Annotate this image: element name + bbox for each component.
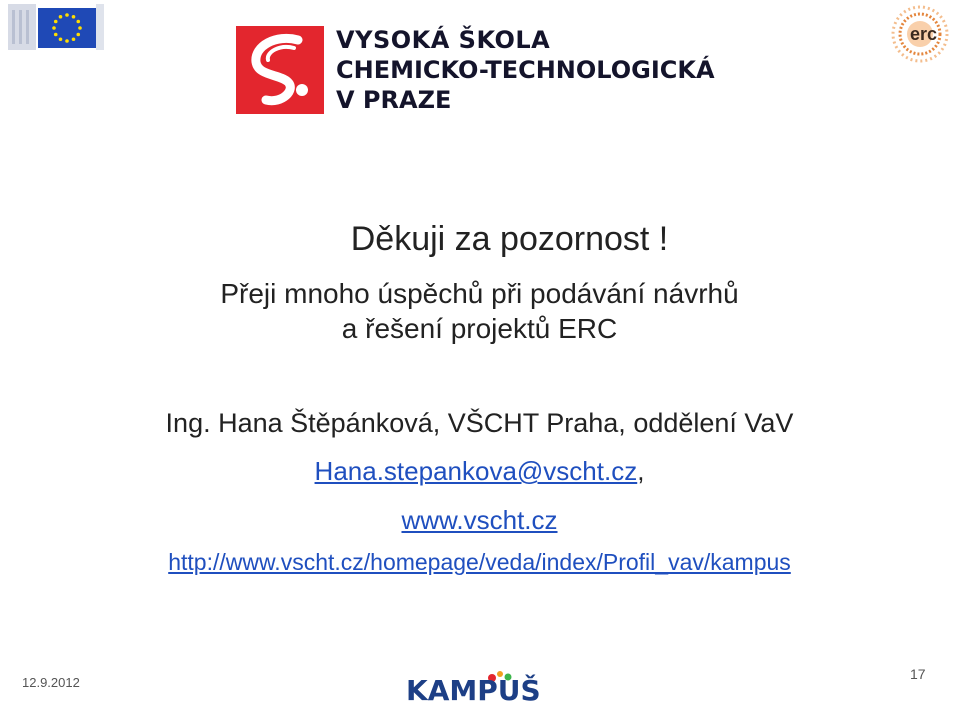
erc-logo: [884, 2, 958, 66]
email-comma: ,: [637, 456, 645, 486]
email-row: [0, 456, 959, 487]
erc-logo-text: erc: [910, 24, 938, 44]
email-link[interactable]: Hana.stepankova@vscht.cz: [314, 456, 638, 486]
wish-line-1: Přeji mnoho úspěchů při podávání návrhů: [220, 278, 739, 309]
eu-flag-logo: [8, 4, 104, 50]
vscht-name-line-2: CHEMICKO-TECHNOLOGICKÁ: [336, 56, 715, 84]
eu-star: [54, 20, 58, 24]
eu-star: [59, 37, 63, 41]
kampus-logo: [404, 664, 554, 704]
website-row: [0, 505, 959, 536]
eu-star: [65, 13, 69, 17]
eu-star: [65, 39, 69, 43]
eu-star: [72, 37, 76, 41]
kampus-url-row: [0, 549, 959, 576]
page-number: 17: [910, 666, 926, 682]
wish-line-2: a řešení projektů ERC: [341, 313, 618, 344]
slide-date: 12.9.2012: [22, 675, 80, 690]
vscht-name-line-3: V PRAZE: [336, 86, 452, 114]
eu-star: [52, 26, 56, 30]
eu-star: [76, 20, 80, 24]
website-link[interactable]: www.vscht.cz: [401, 505, 558, 535]
contact-line: Ing. Hana Štěpánková, VŠCHT Praha, oddělení VaV: [165, 408, 794, 438]
eu-star: [78, 26, 82, 30]
eu-star: [54, 33, 58, 37]
thanks-heading: Děkuji za pozornost !: [350, 220, 669, 258]
eu-star: [72, 15, 76, 19]
eu-star: [76, 33, 80, 37]
eu-star: [59, 15, 63, 19]
vscht-name-line-1: VYSOKÁ ŠKOLA: [336, 26, 551, 54]
kampus-url-link[interactable]: http://www.vscht.cz/homepage/veda/index/Profil_vav/kampus: [168, 549, 791, 575]
vscht-logo-mark: [236, 26, 324, 114]
kampus-logo-text: KAMPUŠ: [406, 674, 541, 704]
